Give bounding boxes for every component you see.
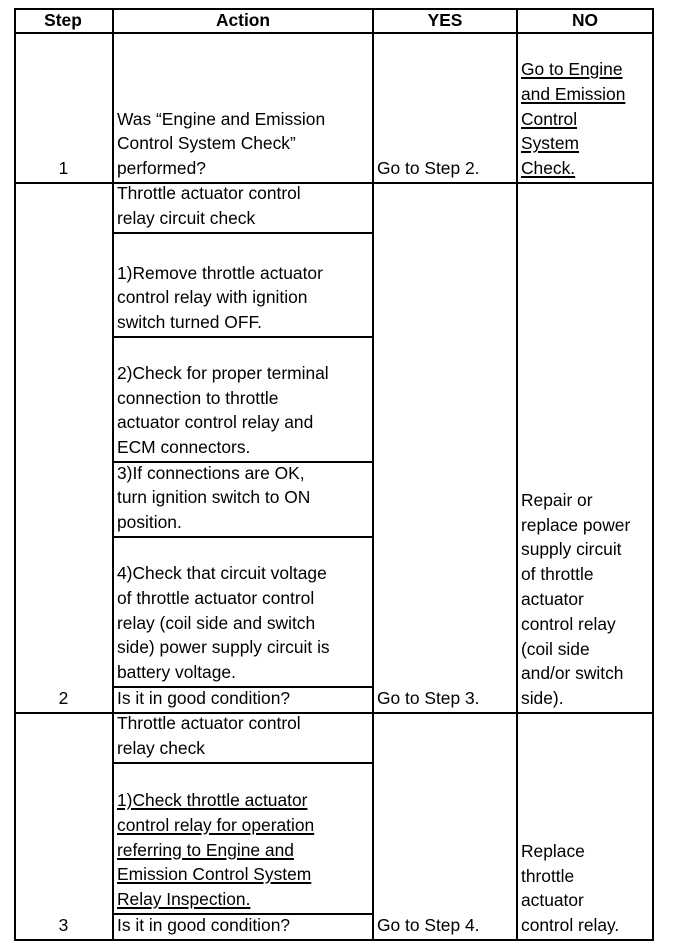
action-question: Is it in good condition?: [114, 915, 374, 941]
action-substep: 1)Remove throttle actuator control relay with ignition switch turned OFF.: [114, 234, 374, 338]
action-question: Is it in good condition?: [114, 688, 374, 714]
yes-result: Go to Step 3.: [374, 184, 518, 714]
action-title: Throttle actuator control relay circuit check: [114, 184, 374, 234]
action-title: Throttle actuator control relay check: [114, 714, 374, 764]
action-substep: 3)If connections are OK, turn ignition switch to ON position.: [114, 463, 374, 538]
yes-result: Go to Step 4.: [374, 714, 518, 941]
action-substep: 4)Check that circuit voltage of throttle actuator control relay (coil side and switch side) power supply circuit is battery voltage.: [114, 538, 374, 688]
no-result: Repair or replace power supply circuit of throttle actuator control relay (coil side and/or switch side).: [518, 184, 654, 714]
yes-result: Go to Step 2.: [374, 34, 518, 184]
action-question: Was “Engine and Emission Control System Check” performed?: [114, 34, 374, 184]
header-no: NO: [518, 8, 654, 34]
step-number: 3: [14, 714, 114, 941]
header-action: Action: [114, 8, 374, 34]
step-number: 2: [14, 184, 114, 714]
header-yes: YES: [374, 8, 518, 34]
diagnostic-table: [14, 8, 654, 941]
action-substep: 2)Check for proper terminal connection to throttle actuator control relay and ECM connectors.: [114, 338, 374, 463]
header-step: Step: [14, 8, 114, 34]
no-result: Replace throttle actuator control relay.: [518, 714, 654, 941]
action-substep-link[interactable]: 1)Check throttle actuator control relay for operation referring to Engine and Emission Control System Relay Inspection.: [114, 764, 374, 915]
no-result-link[interactable]: Go to Engine and Emission Control System Check.: [518, 34, 654, 184]
step-number: 1: [14, 34, 114, 184]
